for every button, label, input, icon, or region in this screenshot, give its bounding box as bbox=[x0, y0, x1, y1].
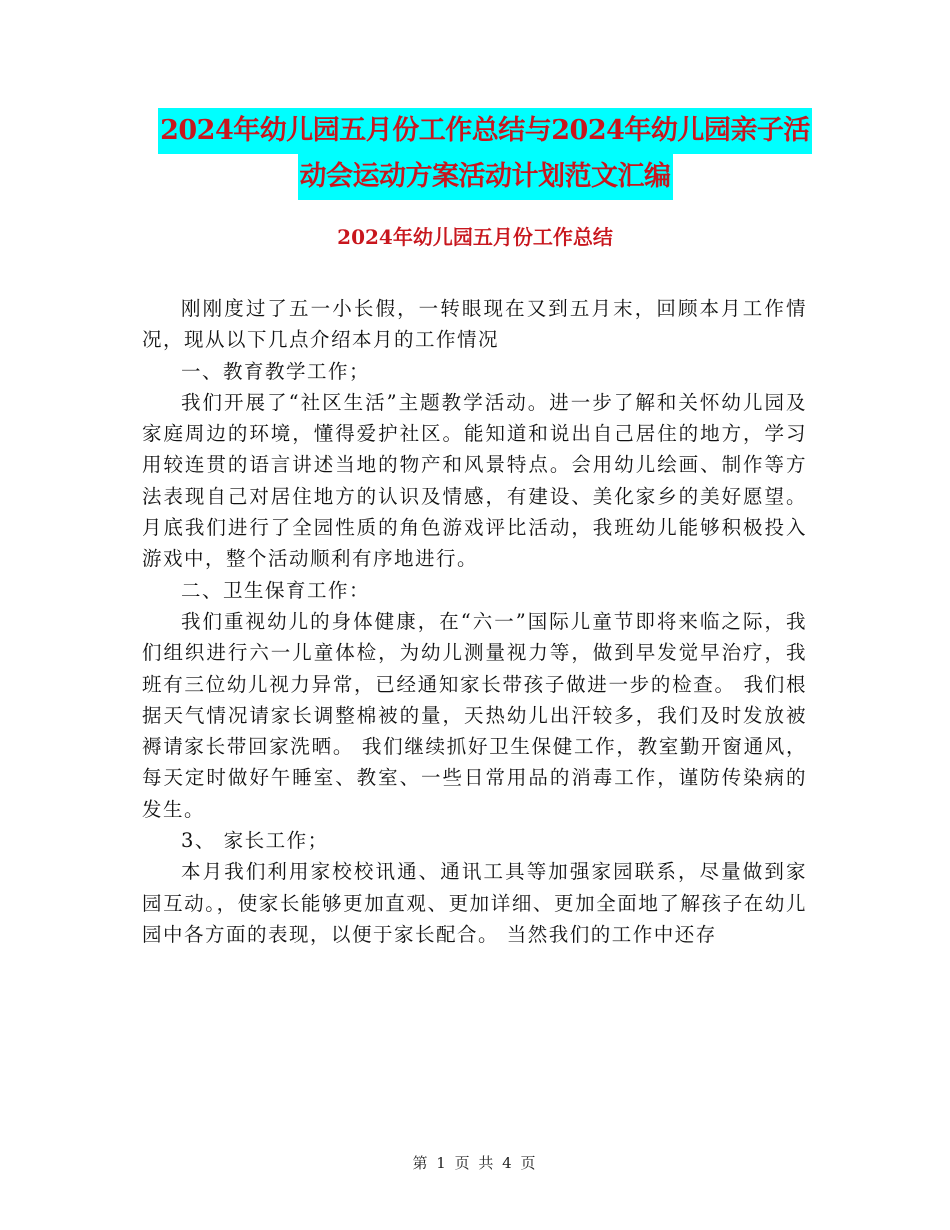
document-body bbox=[142, 293, 807, 950]
title-line-1: 2024年幼儿园五月份工作总结与2024年幼儿园亲子活 bbox=[158, 108, 812, 154]
paragraph-parents: 本月我们利用家校校讯通、通讯工具等加强家园联系，尽量做到家园互动。，使家长能够更加直观、更加详细、更加全面地了解孩子在幼儿园中各方面的表现，以便于家长配合。 当然我们的工作中还存 bbox=[142, 860, 807, 946]
section-title: 2024年幼儿园五月份工作总结 bbox=[337, 225, 613, 249]
document-title bbox=[140, 108, 830, 200]
paragraph-education: 我们开展了“社区生活”主题教学活动。进一步了解和关怀幼儿园及家庭周边的环境，懂得爱护社区。能知道和说出自己居住的地方，学习用较连贯的语言讲述当地的物产和风景特点。会用幼儿绘画、制作等方法表现自己对居住地方的认识及情感，有建设、美化家乡的美好愿望。 月底我们进行了全园性质的角色游戏评比活动，我班幼儿能够积极投入游戏中，整个活动顺利有序地进行。 bbox=[142, 390, 807, 571]
heading-education: 一、教育教学工作； bbox=[181, 359, 371, 383]
title-line-2: 动会运动方案活动计划范文汇编 bbox=[298, 154, 673, 200]
heading-parents: 3、 家长工作； bbox=[181, 829, 329, 853]
paragraph-intro: 刚刚度过了五一小长假，一转眼现在又到五月末，回顾本月工作情况，现从以下几点介绍本月的工作情况 bbox=[142, 297, 807, 352]
paragraph-health: 我们重视幼儿的身体健康，在“六一”国际儿童节即将来临之际，我们组织进行六一儿童体检，为幼儿测量视力等，做到早发觉早治疗，我班有三位幼儿视力异常，已经通知家长带孩子做进一步的检查。 我们根据天气情况请家长调整棉被的量，天热幼儿出汗较多，我们及时发放被褥请家长带回家洗晒。 我们继续抓好卫生保健工作，教室勤开窗通风，每天定时做好午睡室、教室、一些日常用品的消毒工作，谨防传染病的发生。 bbox=[142, 609, 807, 821]
page-footer: 第 1 页 共 4 页 bbox=[412, 1154, 538, 1172]
heading-health: 二、卫生保育工作： bbox=[181, 578, 371, 602]
